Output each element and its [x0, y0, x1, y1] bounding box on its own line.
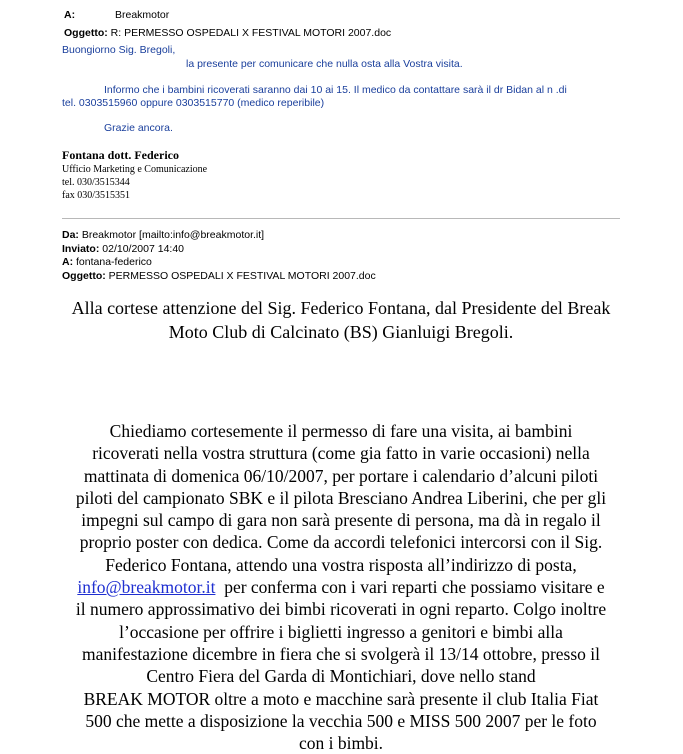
orig-subject-value: PERMESSO OSPEDALI X FESTIVAL MOTORI 2007.doc: [108, 270, 376, 282]
reply-line-1: la presente per comunicare che nulla osta alla Vostra visita.: [186, 58, 463, 70]
first-email-to-row: [64, 9, 169, 21]
subject-value: R: PERMESSO OSPEDALI X FESTIVAL MOTORI 2007.doc: [110, 27, 392, 39]
body-line: con i bimbi.: [298, 733, 384, 754]
body-line-with-link: [40, 576, 642, 598]
reply-greeting: Buongiorno Sig. Bregoli,: [62, 44, 176, 56]
subject-label: Oggetto:: [64, 27, 108, 39]
body-line: 500 che mette a disposizione la vecchia 500 e MISS 500 2007 per le foto: [85, 710, 597, 731]
reply-thanks: Grazie ancora.: [104, 122, 173, 134]
first-email-subject-row: [64, 27, 391, 39]
body-line: Chiediamo cortesemente il permesso di fare una visita, ai bambini: [109, 421, 573, 441]
intro-line: Moto Club di Calcinato (BS) Gianluigi Bregoli.: [168, 322, 514, 342]
orig-subject-row: [62, 270, 376, 282]
intro-line: Alla cortese attenzione del Sig. Federico Fontana, dal Presidente del Break: [71, 298, 611, 318]
orig-sent-row: [62, 243, 184, 255]
body-line: ricoverati nella vostra struttura (come gia fatto in varie occasioni) nella: [92, 443, 590, 464]
orig-from-label: Da:: [62, 229, 79, 241]
signature-office: Ufficio Marketing e Comunicazione: [62, 164, 208, 175]
quote-divider: [62, 218, 620, 219]
reply-line-3: tel. 0303515960 oppure 0303515770 (medico reperibile): [62, 97, 325, 109]
orig-to-label: A:: [62, 256, 74, 268]
orig-to-row: [62, 256, 152, 268]
body-line: mattinata di domenica 06/10/2007, per portare i calendario d’alcuni piloti: [83, 465, 599, 486]
body-line: proprio poster con dedica. Come da accordi telefonici intercorsi con il Sig.: [79, 532, 603, 553]
to-value: Breakmotor: [115, 9, 170, 21]
signature-name: Fontana dott. Federico: [62, 148, 179, 162]
body-line: manifestazione dicembre in fiera che si svolgerà il 13/14 ottobre, presso il: [81, 643, 601, 664]
after-link-text: per conferma con i vari reparti che possiamo visitare e: [215, 577, 605, 598]
body-line: l’occasione per offrire i biglietti ingresso a genitori e bimbi alla: [119, 621, 563, 642]
orig-sent-value: 02/10/2007 14:40: [102, 243, 185, 255]
email-link[interactable]: info@breakmotor.it: [77, 577, 216, 598]
body-line: il numero approssimativo dei bimbi ricoverati in ogni reparto. Colgo inoltre: [75, 599, 607, 620]
letter-intro: [40, 296, 642, 344]
signature-fax: fax 030/3515351: [62, 190, 131, 201]
reply-line-2: Informo che i bambini ricoverati saranno dai 10 ai 15. Il medico da contattare sarà il dr Bidan al n .di: [104, 84, 567, 96]
to-label: A:: [64, 9, 76, 21]
body-line: BREAK MOTOR oltre a moto e macchine sarà presente il club Italia Fiat: [83, 688, 599, 709]
signature-tel: tel. 030/3515344: [62, 177, 130, 188]
letter-body: [40, 420, 642, 754]
orig-sent-label: Inviato:: [62, 243, 100, 255]
orig-from-row: [62, 229, 264, 241]
orig-subject-label: Oggetto:: [62, 270, 106, 282]
orig-from-value: Breakmotor [mailto:info@breakmotor.it]: [81, 229, 265, 241]
body-line: Federico Fontana, attendo una vostra risposta all’indirizzo di posta,: [105, 554, 577, 575]
body-line: Centro Fiera del Garda di Montichiari, dove nello stand: [146, 666, 536, 687]
orig-to-value: fontana-federico: [76, 256, 152, 268]
body-line: piloti del campionato SBK e il pilota Bresciano Andrea Liberini, che per gli: [75, 487, 607, 508]
body-line: impegni sul campo di gara non sarà presente di persona, ma dà in regalo il: [81, 510, 601, 531]
